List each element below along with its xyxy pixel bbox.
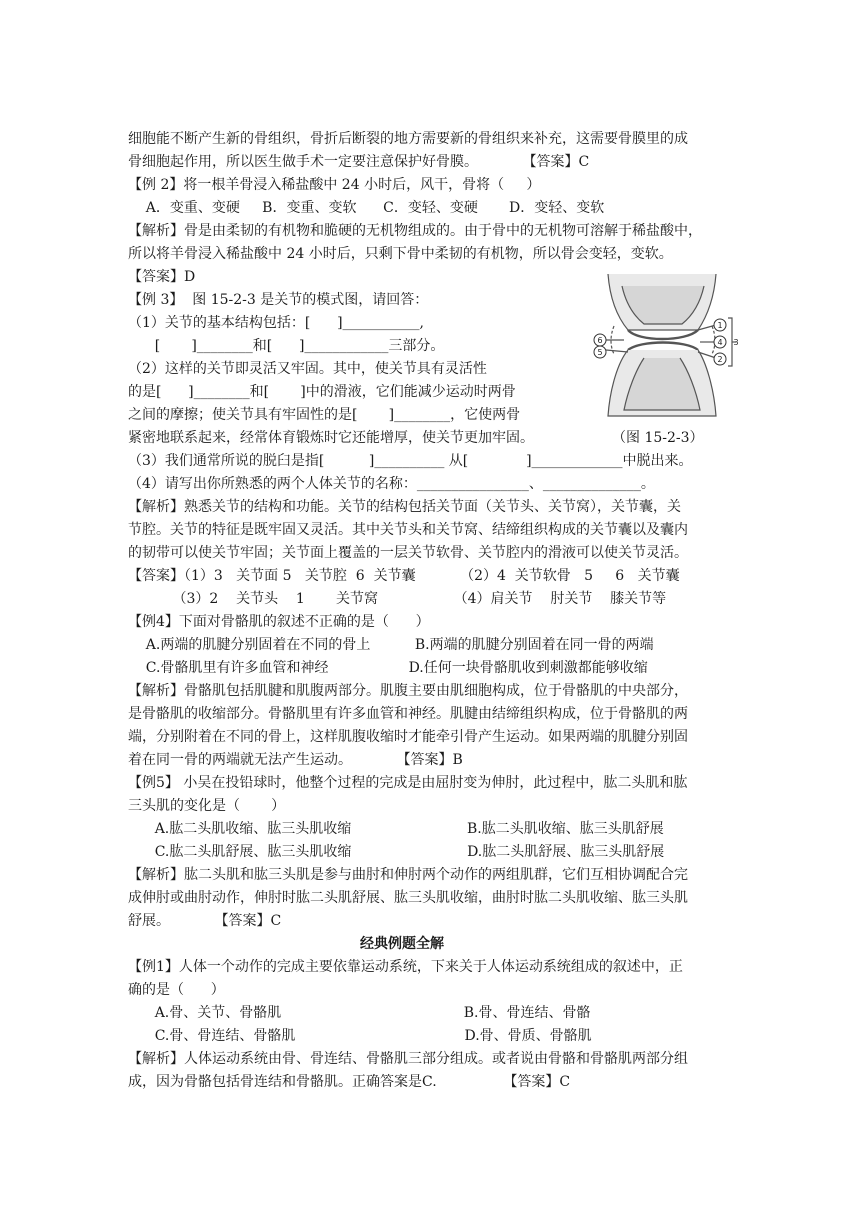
text-line: 【答案】D (128, 269, 196, 285)
text-line: 之间的摩擦；使关节具有牢固性的是[ ]________，它使两骨 (128, 407, 521, 423)
text-line: 成，因为骨骼包括骨连结和骨骼肌。正确答案是C. 【答案】C (128, 1074, 571, 1090)
text-line: 的韧带可以使关节牢固；关节面上覆盖的一层关节软骨、关节腔内的滑液可以使关节灵活。 (128, 545, 688, 561)
text-line: （4）请写出你所熟悉的两个人体关节的名称：________________、______________。 (128, 476, 655, 492)
section-heading: 经典例题全解 (360, 936, 444, 952)
text-line: 成伸肘或曲肘动作，伸肘时肱二头肌舒展、肱三头肌收缩，曲肘时肱二头肌收缩、肱三头肌 (128, 890, 688, 906)
text-line: A.肱二头肌收缩、肱三头肌收缩 B.肱二头肌收缩、肱三头肌舒展 (128, 821, 664, 837)
text-line: 【解析】骨骼肌包括肌腱和肌腹两部分。肌腹主要由肌细胞构成，位于骨骼肌的中央部分， (128, 683, 688, 699)
figure-caption: （图 15-2-3） (612, 430, 704, 446)
text-line: 细胞能不断产生新的骨组织，骨折后断裂的地方需要新的骨组织来补充，这需要骨膜里的成 (128, 131, 688, 147)
text-line: （3）我们通常所说的脱臼是指[ ]__________ 从[ ]_____________中脱出来。 (128, 453, 693, 469)
text-line: 所以将羊骨浸入稀盐酸中 24 小时后，只剩下骨中柔韧的有机物，所以骨会变轻，变软。 (128, 246, 673, 262)
label-2: 2 (717, 355, 723, 364)
text-line: C.骨骼肌里有许多血管和神经 D.任何一块骨骼肌收到刺激都能够收缩 (128, 660, 648, 676)
text-line: [ ]________和[ ]____________三部分。 (128, 338, 445, 354)
text-line: 【解析】熟悉关节的结构和功能。关节的结构包括关节面（关节头、关节窝），关节囊，关 (128, 499, 681, 515)
text-line: 【例 3】 图 15-2-3 是关节的模式图，请回答： (128, 292, 429, 308)
text-line: 舒展。 【答案】C (128, 913, 282, 929)
text-line: 【答案】（1）3 关节面 5 关节腔 6 关节囊 （2）4 关节软骨 5 6 关节囊 (128, 568, 680, 584)
text-line: 的是[ ]________和[ ]中的滑液，它们能减少运动时两骨 (128, 384, 516, 400)
text-line: 【例4】下面对骨骼肌的叙述不正确的是（ ） (128, 614, 430, 630)
label-3: 3 (733, 338, 739, 347)
text-line: 【解析】肱二头肌和肱三头肌是参与曲肘和伸肘两个动作的两组肌群，它们互相协调配合完 (128, 867, 688, 883)
label-1: 1 (717, 321, 723, 330)
text-line: C.肱二头肌舒展、肱三头肌收缩 D.肱二头肌舒展、肱三头肌舒展 (128, 844, 665, 860)
text-line: （3）2 关节头 1 关节窝 （4）肩关节 肘关节 膝关节等 (128, 591, 667, 607)
text-line: 【例1】人体一个动作的完成主要依靠运动系统，下来关于人体运动系统组成的叙述中，正 (128, 959, 683, 975)
text-line: 节腔。关节的特征是既牢固又灵活。其中关节头和关节窝、结缔组织构成的关节囊以及囊内 (128, 522, 688, 538)
text-line: （2）这样的关节即灵活又牢固。其中，使关节具有灵活性 (128, 361, 487, 377)
text-line: 紧密地联系起来，经常体育锻炼时它还能增厚，使关节更加牢固。 (128, 430, 534, 446)
label-5: 5 (597, 348, 603, 357)
text-line: A.骨、关节、骨骼肌 B.骨、骨连结、骨骼 (128, 1005, 591, 1021)
label-6: 6 (597, 336, 603, 345)
text-line: 【解析】骨是由柔韧的有机物和脆硬的无机物组成的。由于骨中的无机物可溶解于稀盐酸中， (128, 223, 702, 239)
text-line: （1）关节的基本结构包括：[ ]___________, (128, 315, 424, 331)
text-line: 三头肌的变化是（ ） (128, 798, 286, 814)
text-line: 端，分别附着在不同的骨上，这样肌腹收缩时才能牵引骨产生运动。如果两端的肌腱分别固 (128, 729, 688, 745)
text-line: 【解析】人体运动系统由骨、骨连结、骨骼肌三部分组成。或者说由骨骼和骨骼肌两部分组 (128, 1051, 688, 1067)
text-line: 是骨骼肌的收缩部分。骨骼肌里有许多血管和神经。肌腱由结缔组织构成，位于骨骼肌的两 (128, 706, 688, 722)
text-line: C.骨、骨连结、骨骼肌 D.骨、骨质、骨骼肌 (128, 1028, 592, 1044)
text-line: 着在同一骨的两端就无法产生运动。 【答案】B (128, 752, 463, 768)
joint-diagram (588, 270, 738, 420)
text-line: 【例 2】将一根羊骨浸入稀盐酸中 24 小时后，风干，骨将（ ） (128, 177, 541, 193)
text-line: 骨细胞起作用，所以医生做手术一定要注意保护好骨膜。 【答案】C (128, 154, 590, 170)
text-line: A.两端的肌腱分别固着在不同的骨上 B.两端的肌腱分别固着在同一骨的两端 (128, 637, 654, 653)
label-4: 4 (717, 338, 723, 347)
text-line: 确的是（ ） (128, 982, 225, 998)
text-line: 【例5】 小吴在投铅球时，他整个过程的完成是由屈肘变为伸肘，此过程中，肱二头肌和肱 (128, 775, 688, 791)
text-line: A．变重、变硬 B．变重、变软 C．变轻、变硬 D．变轻、变软 (128, 200, 605, 216)
